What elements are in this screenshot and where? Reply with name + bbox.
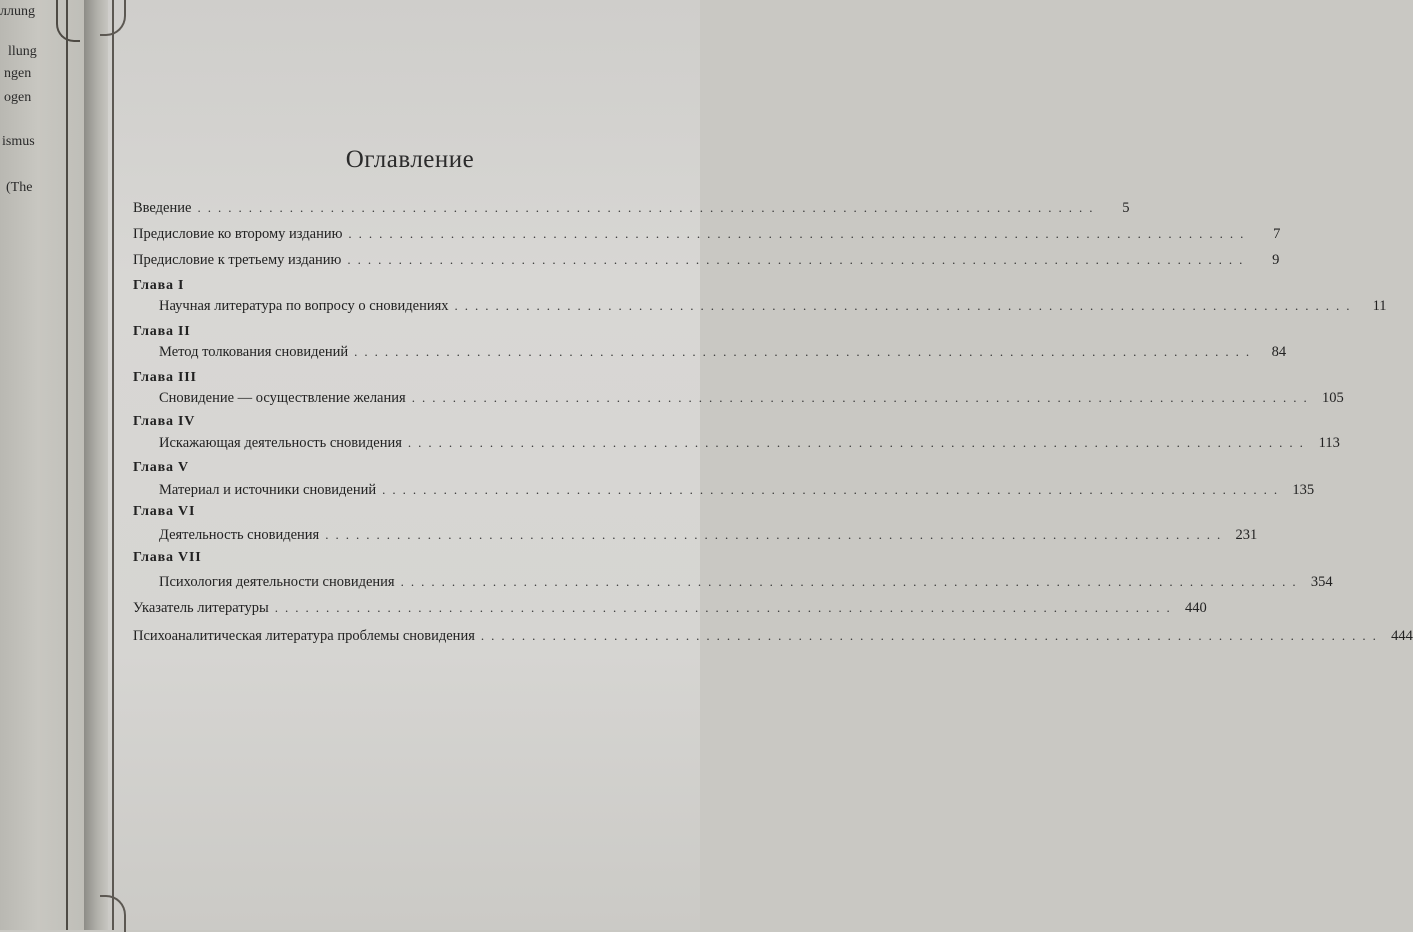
right-page (108, 0, 700, 930)
toc-entry-label: Метод толкования сновидений (159, 344, 349, 360)
dot-leader: ........................................................................................ (354, 344, 1257, 359)
toc-page-number: 9 (1272, 252, 1280, 268)
dot-leader: ........................................................................................ (348, 226, 1251, 241)
dot-leader: ........................................................................................ (325, 527, 1228, 542)
dot-leader: ........................................................................................ (411, 390, 1314, 405)
left-text-fragment: ismus (2, 134, 35, 149)
page-title: Оглавление (345, 146, 475, 173)
toc-entry (159, 390, 1344, 412)
toc-entry-label: Деятельность сновидения (159, 527, 320, 543)
page-border-rule (112, 0, 114, 930)
ornament-top-left (56, 0, 80, 42)
toc-entry-label: Указатель литературы (133, 600, 269, 616)
dot-leader: ........................................................................................ (400, 574, 1303, 589)
toc-entry-label: Материал и источники сновидений (159, 482, 377, 498)
toc-page-number: 5 (1122, 200, 1130, 216)
chapter-heading: Глава VI (133, 504, 196, 519)
left-text-fragment: ogen (4, 90, 32, 105)
toc-page-number: 84 (1271, 344, 1287, 360)
dot-leader: ........................................................................................ (454, 298, 1357, 313)
dot-leader: ........................................................................................ (382, 482, 1285, 497)
toc-entry (159, 298, 1387, 320)
toc-entry (159, 344, 1287, 366)
toc-page-number: 444 (1391, 628, 1413, 644)
toc-entry (159, 482, 1315, 504)
toc-page-number: 7 (1273, 226, 1281, 242)
toc-page-number: 440 (1185, 600, 1207, 616)
left-text-fragment: ллung (0, 4, 35, 19)
dot-leader: ........................................................................................ (197, 200, 1100, 215)
toc-page-number: 354 (1310, 574, 1333, 590)
toc-entry (159, 527, 1258, 549)
toc-entry (133, 600, 1207, 622)
chapter-heading: Глава V (133, 460, 189, 475)
toc-entry (159, 435, 1340, 457)
left-text-fragment: (The (6, 180, 33, 195)
toc-page-number: 231 (1235, 527, 1258, 543)
toc-entry-label: Научная литература по вопросу о сновидениях (159, 298, 449, 314)
toc-page-number: 105 (1321, 390, 1344, 406)
dot-leader: ........................................................................................ (480, 628, 1383, 643)
chapter-heading: Глава III (133, 370, 197, 385)
dot-leader: ........................................................................................ (407, 435, 1310, 450)
toc-entry-label: Предисловие ко второму изданию (133, 226, 343, 242)
toc-entry-label: Психоаналитическая литература проблемы сновидения (133, 628, 475, 644)
toc-entry-label: Предисловие к третьему изданию (133, 252, 342, 268)
left-page (0, 0, 96, 930)
chapter-heading: Глава IV (133, 414, 196, 429)
toc-page-number: 113 (1318, 435, 1340, 451)
dot-leader: ........................................................................................ (274, 600, 1177, 615)
toc-entry-label: Введение (133, 200, 192, 216)
left-text-fragment: ngen (4, 66, 32, 81)
toc-entry (159, 574, 1333, 596)
toc-entry (133, 628, 1413, 650)
toc-page-number: 135 (1292, 482, 1315, 498)
toc-entry (133, 252, 1280, 274)
toc-entry-label: Психология деятельности сновидения (159, 574, 395, 590)
toc-entry (133, 226, 1281, 248)
page-border-rule (66, 0, 68, 930)
chapter-heading: Глава I (133, 278, 185, 293)
toc-entry-label: Искажающая деятельность сновидения (159, 435, 402, 451)
chapter-heading: Глава VII (133, 550, 202, 565)
toc-entry (133, 200, 1130, 222)
chapter-heading: Глава II (133, 324, 191, 339)
dot-leader: ........................................................................................ (347, 252, 1250, 267)
toc-page-number: 11 (1372, 298, 1387, 314)
toc-entry-label: Сновидение — осуществление желания (159, 390, 406, 406)
left-text-fragment: llung (8, 44, 37, 59)
